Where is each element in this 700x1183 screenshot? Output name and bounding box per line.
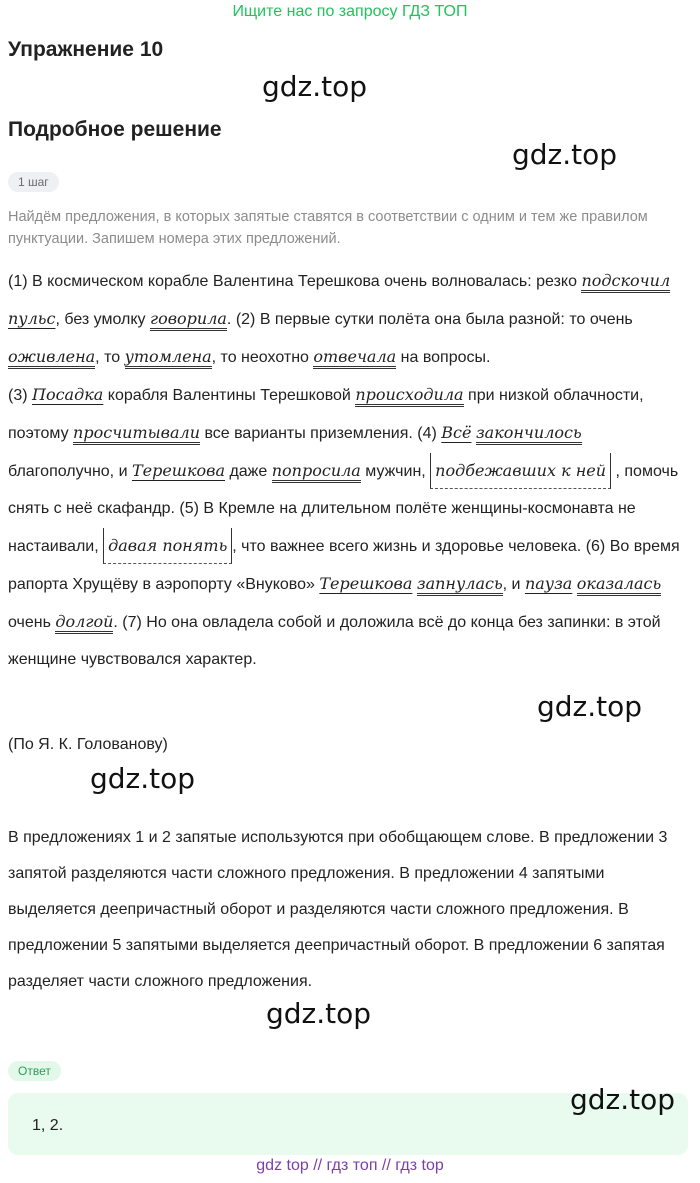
predicate: попросила	[272, 461, 361, 483]
predicate: подскочил	[581, 271, 670, 293]
subject: Посадка	[32, 385, 104, 404]
watermark: gdz.top	[266, 997, 372, 1030]
subject: пульс	[8, 309, 56, 328]
predicate: запнулась	[417, 574, 503, 596]
participial-phrase: подбежавших к ней	[430, 453, 611, 489]
adverbial-phrase: давая понять	[103, 528, 232, 564]
predicate: говорила	[150, 309, 227, 331]
predicate: оживлена	[8, 347, 95, 369]
footer-links: gdz top // гдз топ // гдз top	[256, 1157, 444, 1174]
answer-text: 1, 2.	[32, 1117, 64, 1134]
top-banner: Ищите нас по запросу ГДЗ ТОП	[232, 3, 468, 20]
subject: Терешкова	[131, 461, 225, 480]
subject: Всё	[441, 423, 472, 442]
explanation-text: В предложениях 1 и 2 запятые используются при обобщающем слове. В предложении 3 запятой разделяются части сложного предложения. В предложении 4 запятыми выделяется деепричастный оборот и разделяются части сложного предложения. В предложении 5 запятыми выделяется деепричастный оборот. В предложении 6 запятая разделяет части сложного предложения.	[8, 829, 668, 990]
predicate: оказалась	[577, 574, 661, 596]
predicate: долгой	[55, 612, 113, 634]
solution-title: Подробное решение	[8, 118, 222, 141]
predicate: отвечала	[313, 347, 396, 369]
predicate: утомлена	[125, 347, 212, 369]
predicate: просчитывали	[73, 423, 200, 445]
predicate: происходила	[355, 385, 463, 407]
watermark: gdz.top	[90, 762, 196, 795]
exercise-title: Упражнение 10	[8, 38, 164, 61]
subject: пауза	[524, 574, 573, 593]
watermark: gdz.top	[262, 70, 368, 103]
watermark: gdz.top	[537, 690, 643, 723]
predicate: закончилось	[476, 423, 582, 445]
source-credit: (По Я. К. Голованову)	[8, 736, 168, 753]
answer-badge: Ответ	[8, 1061, 61, 1081]
exercise-text: (1) В космическом корабле Валентина Терешкова очень волновалась: резко подскочил пульс, без умолку говорила. (2) В первые сутки полёта она была разной: то очень оживлена, то утомлена, то неохотно отвечала на вопросы. (3) Посадка корабля Валентины Терешковой происходила при низкой облачности, поэтому просчитывали все варианты приземления. (4) Всё закончилось благополучно, и Терешкова даже попросила мужчин, подбежавших к ней , помочь снять с неё скафандр. (5) В Кремле на длительном полёте женщины-космонавта не настаивали, давая понять , что важнее всего жизнь и здоровье человека. (6) Во время рапорта Хрущёву в аэропорту «Внуково» Терешкова запнулась, и пауза оказалась очень долгой. (7) Но она овладела собой и доложила всё до конца без запинки: в этой женщине чувствовался характер.	[8, 271, 680, 668]
step-badge: 1 шаг	[8, 172, 59, 192]
watermark: gdz.top	[570, 1083, 676, 1116]
subject: Терешкова	[319, 574, 413, 593]
watermark: gdz.top	[512, 138, 618, 171]
hint-text: Найдём предложения, в которых запятые ставятся в соответствии с одним и тем же правилом пунктуации. Запишем номера этих предложений.	[8, 209, 648, 247]
